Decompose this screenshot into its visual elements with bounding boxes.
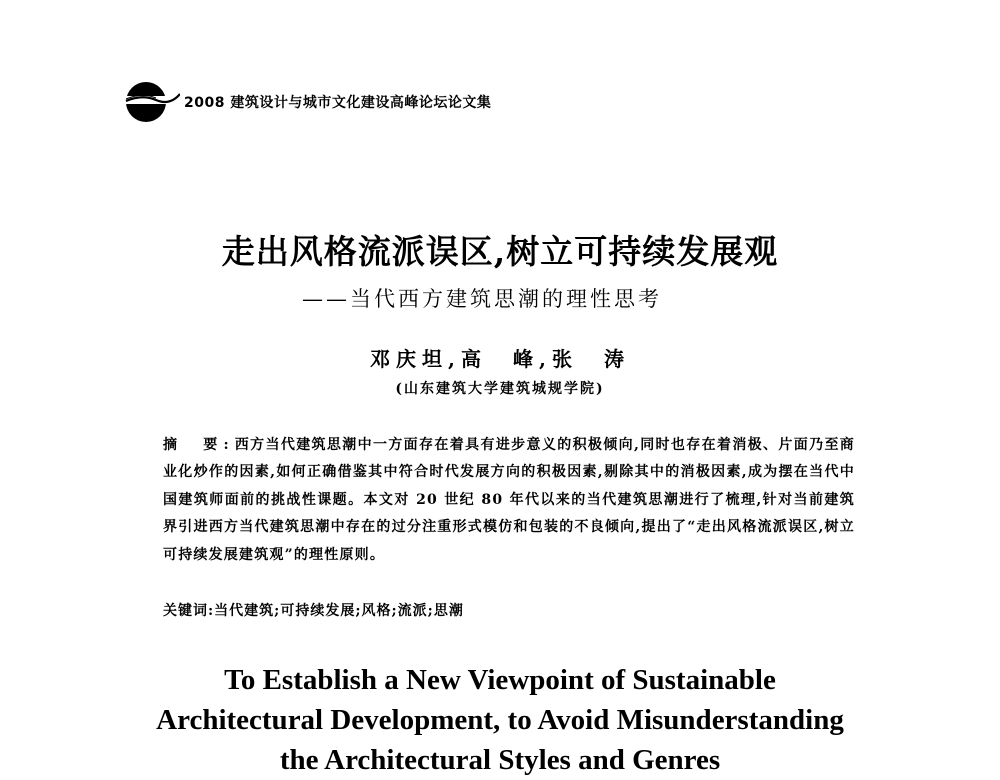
keywords-text: 当代建筑;可持续发展;风格;流派;思潮: [214, 603, 464, 619]
keywords: [163, 600, 464, 620]
conference-logo-icon: [124, 80, 180, 124]
abstract: [163, 432, 855, 569]
abstract-text: 西方当代建筑思潮中一方面存在着具有进步意义的积极倾向,同时也存在着消极、片面乃至商业化炒作的因素,如何正确借鉴其中符合时代发展方向的积极因素,剔除其中的消极因素,成为摆在当代中国建筑师面前的挑战性课题。本文对 20 世纪 80 年代以来的当代建筑思潮进行了梳理,针对当前建筑界引进西方当代建筑思潮中存在的过分注重形式模仿和包装的不良倾向,提出了“走出风格流派误区,树立可持续发展建筑观”的理性原则。: [163, 437, 856, 563]
paper-title: 走出风格流派误区,树立可持续发展观: [221, 232, 779, 271]
english-title-line-3: the Architectural Styles and Genres: [279, 744, 721, 776]
abstract-label: 摘 要:: [163, 437, 235, 453]
english-title-line-1: To Establish a New Viewpoint of Sustainable: [224, 664, 776, 696]
english-title: [0, 660, 1000, 780]
running-header: [124, 80, 491, 124]
proceedings-title: 2008 建筑设计与城市文化建设高峰论坛论文集: [184, 95, 492, 111]
english-title-line-2: Architectural Development, to Avoid Misunderstanding: [156, 704, 844, 736]
authors: 邓庆坦,高 峰,张 涛: [370, 347, 630, 371]
paper-subtitle: ——当代西方建筑思潮的理性思考: [302, 287, 662, 311]
keywords-label: 关键词:: [163, 603, 215, 619]
affiliation: (山东建筑大学建筑城规学院): [395, 381, 605, 397]
